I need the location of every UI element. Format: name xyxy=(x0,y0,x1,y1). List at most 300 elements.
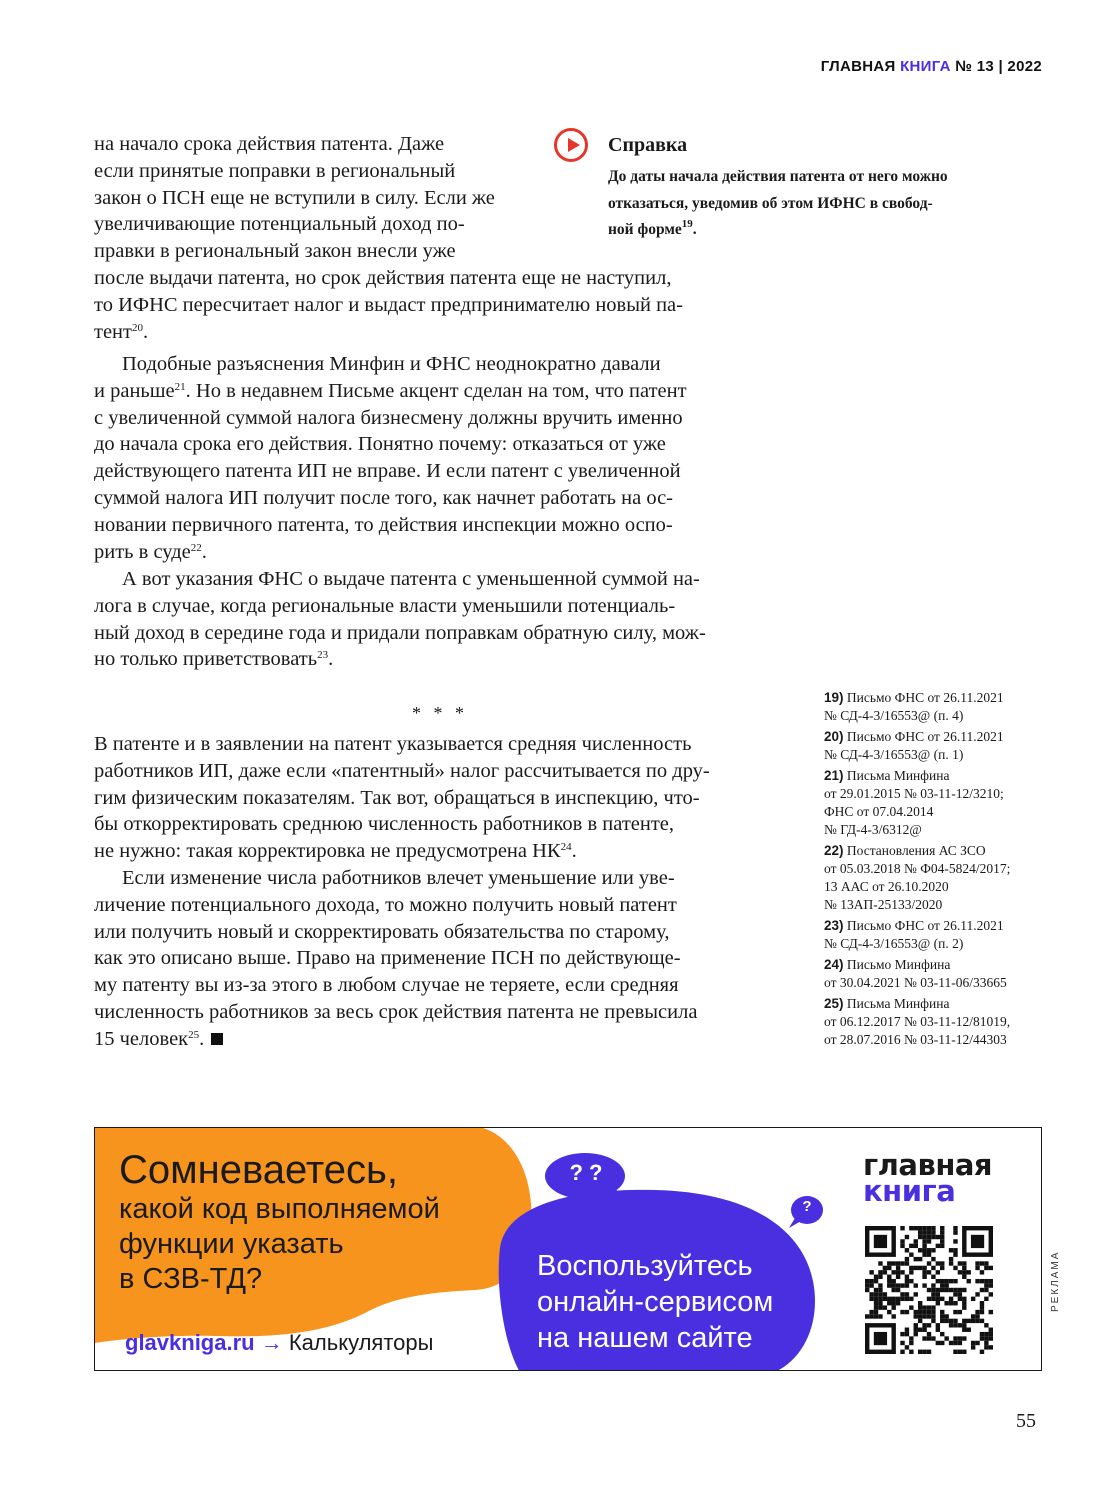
text-line xyxy=(608,217,948,244)
qr-module xyxy=(940,1266,944,1270)
reference-text xyxy=(608,164,948,244)
qr-module xyxy=(980,1310,984,1314)
qr-module xyxy=(927,1239,931,1243)
qr-module xyxy=(918,1257,922,1261)
qr-module xyxy=(887,1310,891,1314)
qr-module xyxy=(953,1279,957,1283)
qr-module xyxy=(922,1314,926,1318)
footnote-ref[interactable]: 23 xyxy=(317,649,329,662)
qr-module xyxy=(905,1235,909,1239)
qr-module xyxy=(944,1336,948,1340)
qr-module xyxy=(984,1341,988,1345)
qr-module xyxy=(936,1270,940,1274)
qr-module xyxy=(989,1279,993,1283)
qr-module xyxy=(949,1279,953,1283)
brand-glavnaya: ГЛАВНАЯ xyxy=(820,58,896,75)
qr-module xyxy=(914,1314,918,1318)
text-line xyxy=(94,1026,697,1053)
qr-module xyxy=(931,1235,935,1239)
text-line: если принятые поправки в региональный xyxy=(94,159,456,182)
qr-module xyxy=(900,1244,904,1248)
qr-module xyxy=(949,1288,953,1292)
qr-module xyxy=(874,1279,878,1283)
ad-subtitle xyxy=(119,1192,440,1297)
paragraph-4 xyxy=(94,731,710,865)
qr-module xyxy=(927,1323,931,1327)
text-line xyxy=(94,646,706,673)
qr-module xyxy=(931,1266,935,1270)
text-line: на начало срока действия патента. Даже xyxy=(94,133,445,155)
qr-module xyxy=(962,1270,966,1274)
qr-module xyxy=(878,1292,882,1296)
qr-module xyxy=(922,1226,926,1230)
qr-module xyxy=(940,1279,944,1283)
qr-module xyxy=(975,1314,979,1318)
qr-module xyxy=(896,1266,900,1270)
qr-module xyxy=(891,1270,895,1274)
qr-module xyxy=(931,1248,935,1252)
qr-module xyxy=(984,1297,988,1301)
text-fragment: тент xyxy=(94,320,132,343)
qr-module xyxy=(958,1336,962,1340)
footnote-line: Письмо Минфина xyxy=(846,957,951,972)
qr-module xyxy=(896,1261,900,1265)
qr-module xyxy=(909,1341,913,1345)
qr-module xyxy=(874,1235,887,1248)
qr-module xyxy=(869,1270,873,1274)
qr-module xyxy=(949,1261,953,1265)
text-line: или получить новый и скорректировать обязательства по старому, xyxy=(94,920,670,943)
text-line: с увеличенной суммой налога бизнесмену должны вручить именно xyxy=(94,406,683,429)
qr-module xyxy=(918,1314,922,1318)
qr-module xyxy=(989,1266,993,1270)
qr-module xyxy=(900,1297,904,1301)
qr-module xyxy=(878,1261,882,1265)
qr-module xyxy=(971,1235,984,1248)
qr-module xyxy=(905,1292,909,1296)
qr-module xyxy=(940,1297,944,1301)
footnote-item xyxy=(824,728,1010,764)
qr-module xyxy=(980,1350,984,1354)
qr-module xyxy=(896,1270,900,1274)
page-number: 55 xyxy=(1016,1410,1036,1432)
qr-module xyxy=(944,1279,948,1283)
issue-number: № 13 | 2022 xyxy=(955,58,1042,75)
qr-module xyxy=(958,1341,962,1345)
qr-module xyxy=(883,1266,887,1270)
qr-module xyxy=(984,1279,988,1283)
qr-module xyxy=(918,1301,922,1305)
qr-module xyxy=(971,1314,975,1318)
qr-module xyxy=(909,1297,913,1301)
qr-module xyxy=(940,1235,944,1239)
text-fragment: 15 человек xyxy=(94,1027,189,1050)
footnote-line: Постановления АС ЗСО xyxy=(846,843,986,858)
qr-module xyxy=(967,1270,971,1274)
site-link[interactable]: glavkniga.ru xyxy=(125,1330,255,1355)
text-line: функции указать xyxy=(119,1228,344,1260)
qr-module xyxy=(953,1323,957,1327)
qr-module xyxy=(900,1283,904,1287)
qr-module xyxy=(989,1283,993,1287)
qr-module xyxy=(878,1314,882,1318)
qr-module xyxy=(940,1226,944,1230)
text-line: до начала срока его действия. Понятно почему: отказаться от уже xyxy=(94,433,666,456)
footnote-ref[interactable]: 19 xyxy=(681,218,693,230)
qr-module xyxy=(936,1244,940,1248)
footnote-line: № СД-4-3/16553@ (п. 2) xyxy=(824,936,964,951)
qr-module xyxy=(927,1226,931,1230)
paragraph-3 xyxy=(94,566,706,673)
qr-module xyxy=(927,1248,931,1252)
qr-module xyxy=(953,1252,957,1256)
qr-module xyxy=(865,1279,869,1283)
qr-module xyxy=(887,1283,891,1287)
footnote-ref[interactable]: 21 xyxy=(174,380,186,393)
qr-module xyxy=(900,1292,904,1296)
qr-module xyxy=(975,1292,979,1296)
qr-module xyxy=(905,1332,909,1336)
footnote-line: от 05.03.2018 № Ф04-5824/2017; xyxy=(824,861,1011,876)
qr-module xyxy=(931,1305,935,1309)
qr-module xyxy=(891,1301,895,1305)
qr-module xyxy=(940,1314,944,1318)
text-fragment: но только приветствовать xyxy=(94,648,318,671)
qr-module xyxy=(958,1292,962,1296)
paragraph-1 xyxy=(94,131,683,345)
text-line: Воспользуйтесь xyxy=(537,1250,753,1282)
qr-module xyxy=(878,1270,882,1274)
qr-module xyxy=(900,1270,904,1274)
qr-module xyxy=(914,1266,918,1270)
qr-module xyxy=(909,1226,913,1230)
qr-module xyxy=(909,1244,913,1248)
qr-module xyxy=(984,1336,988,1340)
footnote-number: 21) xyxy=(824,768,844,783)
qr-module xyxy=(931,1257,935,1261)
qr-module xyxy=(940,1319,944,1323)
qr-module xyxy=(975,1279,979,1283)
text-line: численность работников за весь срок действия патента не превысила xyxy=(94,1000,698,1023)
text-fragment: . xyxy=(143,320,149,343)
qr-module xyxy=(927,1261,931,1265)
text-line xyxy=(94,838,710,865)
qr-module xyxy=(909,1350,913,1354)
text-fragment: . xyxy=(199,1027,210,1050)
qr-module xyxy=(953,1341,957,1345)
qr-module xyxy=(922,1248,926,1252)
qr-module xyxy=(944,1288,948,1292)
qr-module xyxy=(944,1319,948,1323)
footnote-item xyxy=(824,917,1010,953)
qr-module xyxy=(869,1310,873,1314)
qr-module xyxy=(989,1310,993,1314)
qr-module xyxy=(927,1252,931,1256)
text-line: му патенту вы из-за этого в любом случае не теряете, если средняя xyxy=(94,974,679,997)
qr-module xyxy=(905,1283,909,1287)
qr-module xyxy=(927,1235,931,1239)
text-line: работников ИП, даже если «патентный» налог рассчитывается по дру- xyxy=(94,759,710,782)
qr-module xyxy=(909,1336,913,1340)
footnote-line: № СД-4-3/16553@ (п. 4) xyxy=(824,708,964,723)
text-line: До даты начала действия патента от него можно xyxy=(608,168,948,185)
qr-module xyxy=(931,1226,935,1230)
qr-module xyxy=(922,1230,926,1234)
qr-module xyxy=(927,1350,931,1354)
ad-headline: Сомневаетесь, xyxy=(119,1148,399,1192)
qr-code-icon[interactable] xyxy=(865,1226,993,1354)
qr-module xyxy=(949,1319,953,1323)
qr-module xyxy=(896,1275,900,1279)
text-line: бы откорректировать среднюю численность работников в патенте, xyxy=(94,813,675,836)
qr-module xyxy=(905,1275,909,1279)
qr-module xyxy=(962,1328,966,1332)
qr-module xyxy=(953,1310,957,1314)
qr-module xyxy=(980,1288,984,1292)
qr-module xyxy=(975,1310,979,1314)
qr-module xyxy=(967,1279,971,1283)
qr-module xyxy=(909,1252,913,1256)
qr-module xyxy=(927,1310,931,1314)
text-line: гим физическим показателям. Так вот, обращаться в инспекцию, что- xyxy=(94,786,700,809)
qr-module xyxy=(922,1266,926,1270)
qr-module xyxy=(874,1275,878,1279)
footnote-number: 23) xyxy=(824,918,844,933)
ad-link[interactable] xyxy=(125,1330,433,1356)
text-line: после выдачи патента, но срок действия патента еще не наступил, xyxy=(94,266,672,289)
qr-module xyxy=(931,1297,935,1301)
text-line: личение потенциального дохода, то можно получить новый патент xyxy=(94,893,677,916)
text-line: суммой налога ИП получит после того, как начнет работать на ос- xyxy=(94,486,674,509)
qr-module xyxy=(927,1297,931,1301)
qr-module xyxy=(940,1341,944,1345)
qr-module xyxy=(918,1328,922,1332)
qr-module xyxy=(936,1341,940,1345)
qr-module xyxy=(949,1297,953,1301)
qr-module xyxy=(931,1275,935,1279)
footnote-line: № 13АП-25133/2020 xyxy=(824,897,943,912)
question-mark-icon: ? xyxy=(802,1198,812,1215)
qr-module xyxy=(922,1270,926,1274)
paragraph-5 xyxy=(94,865,697,1053)
qr-module xyxy=(971,1319,975,1323)
footnote-line: Письма Минфина xyxy=(846,768,950,783)
footnote-item xyxy=(824,767,1010,839)
qr-module xyxy=(953,1336,957,1340)
qr-module xyxy=(953,1226,957,1230)
qr-module xyxy=(962,1301,966,1305)
play-icon xyxy=(554,128,588,162)
qr-module xyxy=(936,1279,940,1283)
qr-module xyxy=(922,1336,926,1340)
qr-module xyxy=(936,1288,940,1292)
footnote-ref[interactable]: 24 xyxy=(560,841,572,854)
text-fragment: . Но в недавнем Письме акцент сделан на том, что патент xyxy=(185,379,687,402)
qr-module xyxy=(962,1288,966,1292)
end-mark-icon xyxy=(211,1033,223,1045)
qr-module xyxy=(962,1266,966,1270)
text-fragment: . xyxy=(571,840,577,863)
text-line: в СЗВ-ТД? xyxy=(119,1263,263,1295)
qr-module xyxy=(874,1288,878,1292)
qr-module xyxy=(878,1301,882,1305)
text-line: правки в региональный закон внесли уже xyxy=(94,240,456,263)
qr-module xyxy=(914,1239,918,1243)
qr-module xyxy=(989,1292,993,1296)
text-fragment: . xyxy=(201,540,207,563)
qr-module xyxy=(869,1314,873,1318)
footnote-ref[interactable]: 25 xyxy=(188,1028,200,1041)
text-fragment: ной форме xyxy=(608,221,682,238)
qr-module xyxy=(883,1297,887,1301)
qr-module xyxy=(914,1257,918,1261)
qr-module xyxy=(874,1332,887,1345)
qr-module xyxy=(891,1297,895,1301)
qr-module xyxy=(962,1323,966,1327)
text-line xyxy=(94,378,687,405)
qr-module xyxy=(878,1288,882,1292)
qr-module xyxy=(865,1283,869,1287)
qr-module xyxy=(931,1310,935,1314)
qr-module xyxy=(927,1230,931,1234)
glavnaya-kniga-logo xyxy=(863,1148,993,1208)
qr-module xyxy=(949,1301,953,1305)
qr-module xyxy=(922,1239,926,1243)
qr-module xyxy=(940,1244,944,1248)
footnotes xyxy=(824,689,1010,1052)
qr-module xyxy=(891,1305,895,1309)
logo-line-1: главная xyxy=(863,1148,993,1182)
footnote-number: 25) xyxy=(824,996,844,1011)
qr-module xyxy=(905,1297,909,1301)
qr-module xyxy=(905,1310,909,1314)
section-divider: * * * xyxy=(412,703,468,723)
qr-module xyxy=(953,1319,957,1323)
qr-module xyxy=(936,1297,940,1301)
text-line: лога в случае, когда региональные власти уменьшили потенциаль- xyxy=(94,594,676,617)
qr-module xyxy=(922,1244,926,1248)
advertisement-banner[interactable] xyxy=(94,1127,1042,1371)
qr-module xyxy=(918,1266,922,1270)
qr-module xyxy=(944,1301,948,1305)
qr-module xyxy=(887,1297,891,1301)
qr-module xyxy=(900,1261,904,1265)
qr-module xyxy=(891,1261,895,1265)
text-line: Если изменение числа работников влечет уменьшение или уве- xyxy=(122,867,675,889)
qr-module xyxy=(887,1266,891,1270)
qr-module xyxy=(883,1292,887,1296)
qr-module xyxy=(922,1235,926,1239)
qr-module xyxy=(914,1310,918,1314)
qr-module xyxy=(962,1261,966,1265)
qr-module xyxy=(927,1314,931,1318)
qr-module xyxy=(927,1305,931,1309)
qr-module xyxy=(958,1288,962,1292)
footnote-line: от 29.01.2015 № 03-11-12/3210; xyxy=(824,786,1004,801)
qr-module xyxy=(989,1332,993,1336)
footnote-ref[interactable]: 20 xyxy=(132,321,143,334)
text-line: ный доход в середине года и придали поправкам обратную силу, мож- xyxy=(94,621,706,644)
qr-module xyxy=(900,1239,904,1243)
calculators-label: Калькуляторы xyxy=(288,1330,434,1355)
qr-module xyxy=(922,1283,926,1287)
footnote-line: Письмо ФНС от 26.11.2021 xyxy=(846,918,1004,933)
qr-module xyxy=(918,1235,922,1239)
footnote-line: № ГД-4-3/6312@ xyxy=(824,822,922,837)
qr-module xyxy=(971,1297,975,1301)
qr-module xyxy=(984,1266,988,1270)
qr-module xyxy=(936,1301,940,1305)
qr-module xyxy=(936,1323,940,1327)
qr-module xyxy=(967,1328,971,1332)
qr-module xyxy=(918,1310,922,1314)
qr-module xyxy=(887,1279,891,1283)
footnote-line: Письмо ФНС от 26.11.2021 xyxy=(846,690,1004,705)
qr-module xyxy=(940,1310,944,1314)
text-line: Подобные разъяснения Минфин и ФНС неоднократно давали xyxy=(122,353,661,375)
footnote-item xyxy=(824,842,1010,914)
qr-module xyxy=(980,1270,984,1274)
qr-module xyxy=(980,1279,984,1283)
qr-module xyxy=(940,1239,944,1243)
qr-module xyxy=(989,1345,993,1349)
qr-module xyxy=(936,1261,940,1265)
logo-line-2: книга xyxy=(863,1174,956,1208)
text-fragment: не нужно: такая корректировка не предусмотрена НК xyxy=(94,840,561,863)
qr-module xyxy=(984,1288,988,1292)
qr-module xyxy=(980,1305,984,1309)
question-marks-icon: ? ? xyxy=(569,1160,603,1185)
qr-module xyxy=(918,1319,922,1323)
qr-module xyxy=(914,1283,918,1287)
qr-module xyxy=(874,1297,878,1301)
qr-module xyxy=(958,1323,962,1327)
qr-module xyxy=(989,1336,993,1340)
qr-module xyxy=(878,1283,882,1287)
qr-module xyxy=(958,1297,962,1301)
qr-module xyxy=(896,1301,900,1305)
text-line: В патенте и в заявлении на патент указывается средняя численность xyxy=(94,733,692,755)
qr-module xyxy=(927,1288,931,1292)
footnote-number: 22) xyxy=(824,843,844,858)
qr-module xyxy=(949,1323,953,1327)
qr-module xyxy=(922,1275,926,1279)
text-fragment: . xyxy=(328,648,334,671)
qr-module xyxy=(953,1350,957,1354)
qr-module xyxy=(869,1283,873,1287)
qr-module xyxy=(931,1336,935,1340)
text-line: как это описано выше. Право на применение ПСН по действующе- xyxy=(94,947,681,970)
footnote-ref[interactable]: 22 xyxy=(190,541,202,554)
qr-module xyxy=(914,1244,918,1248)
text-line: закон о ПСН еще не вступили в силу. Если же xyxy=(94,186,495,209)
qr-module xyxy=(905,1345,909,1349)
text-line: на нашем сайте xyxy=(537,1322,753,1354)
qr-module xyxy=(980,1261,984,1265)
qr-module xyxy=(953,1230,957,1234)
qr-module xyxy=(962,1275,966,1279)
text-line xyxy=(94,319,683,346)
qr-module xyxy=(984,1332,988,1336)
qr-module xyxy=(874,1301,878,1305)
qr-module xyxy=(984,1261,988,1265)
reference-title: Справка xyxy=(608,134,688,156)
qr-module xyxy=(962,1297,966,1301)
qr-module xyxy=(980,1319,984,1323)
qr-module xyxy=(984,1345,988,1349)
footnote-line: от 30.04.2021 № 03-11-06/33665 xyxy=(824,975,1007,990)
qr-module xyxy=(936,1292,940,1296)
